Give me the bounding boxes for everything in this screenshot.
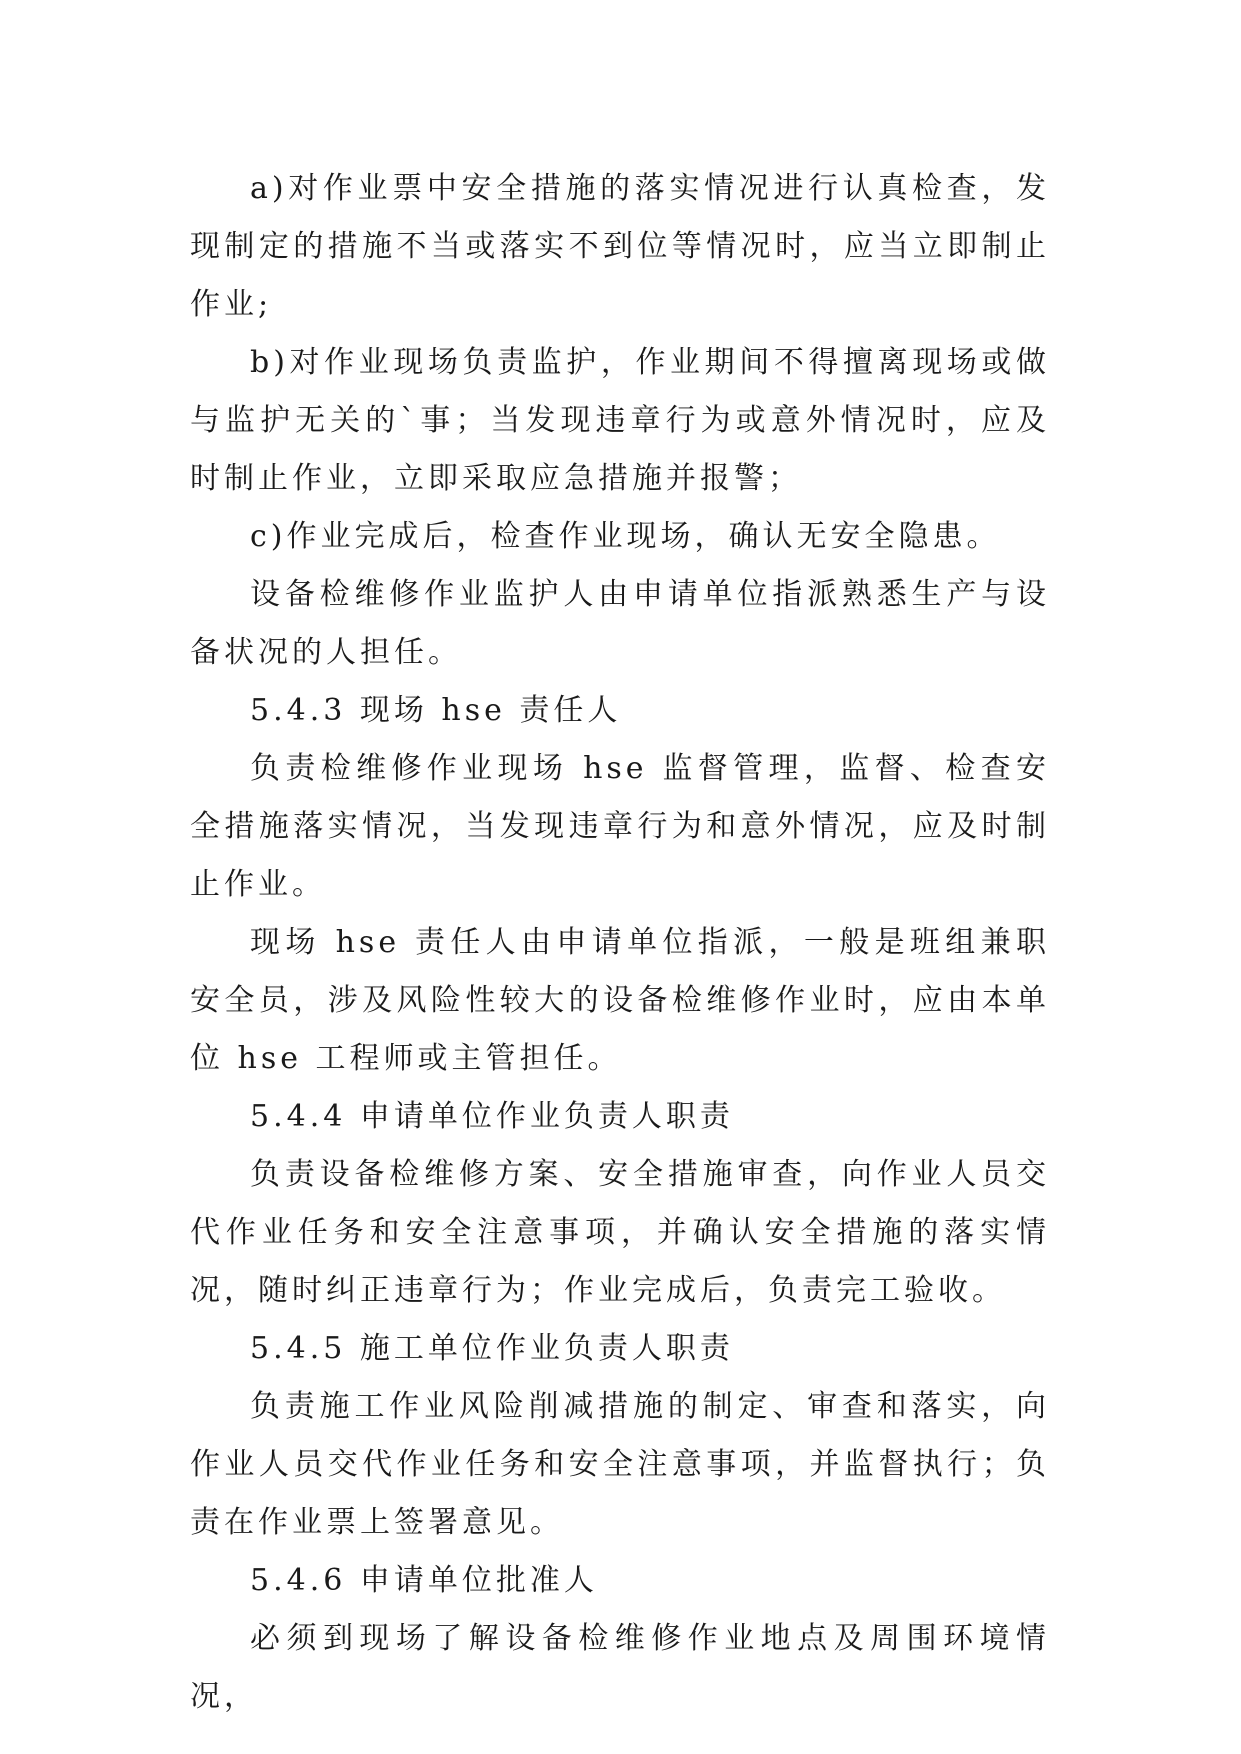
document-body: [190, 160, 1050, 1726]
paragraph-approver-duties: 必须到现场了解设备检维修作业地点及周围环境情况，: [190, 1621, 1050, 1714]
paragraph-supervisor-appointment: 设备检维修作业监护人由申请单位指派熟悉生产与设备状况的人担任。: [190, 577, 1050, 670]
section-heading-5-4-3: 5.4.3 现场 hse 责任人: [250, 693, 622, 728]
paragraph-hse-appointment: 现场 hse 责任人由申请单位指派，一般是班组兼职安全员，涉及风险性较大的设备检维修作业时，应由本单位 hse 工程师或主管担任。: [190, 925, 1050, 1076]
section-heading-5-4-6: 5.4.6 申请单位批准人: [250, 1563, 598, 1598]
paragraph-applicant-leader-duties: 负责设备检维修方案、安全措施审查，向作业人员交代作业任务和安全注意事项，并确认安全措施的落实情况，随时纠正违章行为；作业完成后，负责完工验收。: [190, 1157, 1050, 1308]
paragraph-contractor-leader-duties: 负责施工作业风险削减措施的制定、审查和落实，向作业人员交代作业任务和安全注意事项，并监督执行；负责在作业票上签署意见。: [190, 1389, 1050, 1540]
paragraph-supervision-a: a)对作业票中安全措施的落实情况进行认真检查，发现制定的措施不当或落实不到位等情况时，应当立即制止作业;: [190, 171, 1050, 322]
paragraph-supervision-c: c)作业完成后，检查作业现场，确认无安全隐患。: [250, 519, 1001, 554]
section-heading-5-4-4: 5.4.4 申请单位作业负责人职责: [250, 1099, 734, 1134]
section-heading-5-4-5: 5.4.5 施工单位作业负责人职责: [250, 1331, 734, 1366]
paragraph-supervision-b: b)对作业现场负责监护，作业期间不得擅离现场或做与监护无关的`事；当发现违章行为或意外情况时，应及时制止作业，立即采取应急措施并报警；: [190, 345, 1050, 496]
paragraph-hse-duties: 负责检维修作业现场 hse 监督管理，监督、检查安全措施落实情况，当发现违章行为和意外情况，应及时制止作业。: [190, 751, 1050, 902]
